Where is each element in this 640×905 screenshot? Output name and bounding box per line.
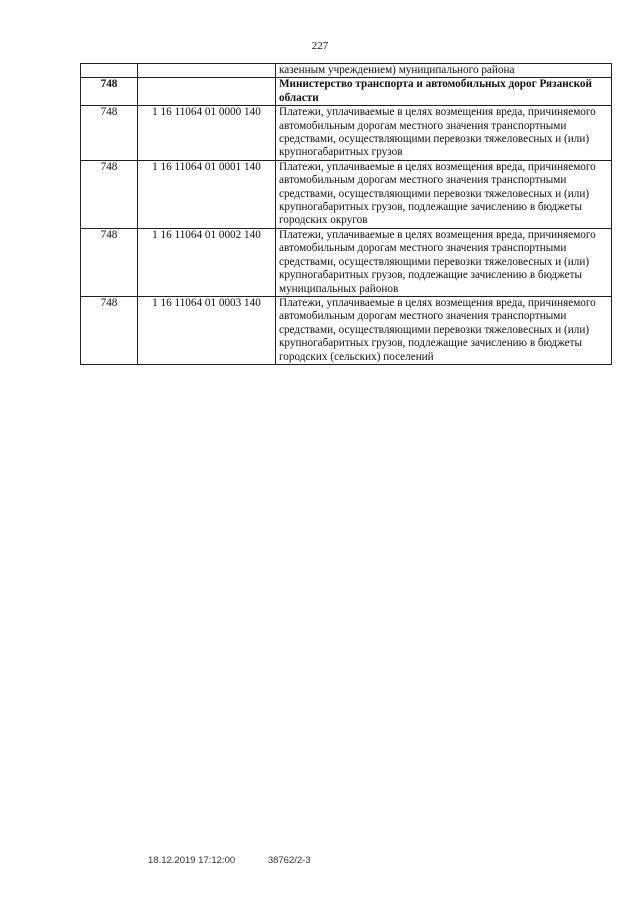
cell-kbk-code: 1 16 11064 01 0000 140 bbox=[138, 106, 276, 161]
cell-description: Министерство транспорта и автомобильных дорог Рязанской области bbox=[276, 78, 612, 106]
table-row bbox=[81, 64, 612, 78]
cell-kbk-code: 1 16 11064 01 0003 140 bbox=[138, 296, 276, 364]
cell-kbk-code: 1 16 11064 01 0002 140 bbox=[138, 228, 276, 296]
cell-kbk-code bbox=[138, 78, 276, 106]
cell-admin-code: 748 bbox=[81, 296, 138, 364]
table-body bbox=[81, 64, 612, 365]
budget-code-table bbox=[80, 63, 612, 365]
cell-description: Платежи, уплачиваемые в целях возмещения вреда, причиняемого автомобильным дорогам местного значения транспортными средствами, осуществляющими перевозки тяжеловесных и (или) крупногабаритных грузов, подлежащие зачислению в бюджеты городских (сельских) поселений bbox=[276, 296, 612, 364]
cell-admin-code: 748 bbox=[81, 106, 138, 161]
cell-kbk-code bbox=[138, 64, 276, 78]
table-row bbox=[81, 228, 612, 296]
table-row bbox=[81, 106, 612, 161]
table-row bbox=[81, 296, 612, 364]
cell-description: казенным учреждением) муниципального района bbox=[276, 64, 612, 78]
cell-admin-code bbox=[81, 64, 138, 78]
table-row bbox=[81, 160, 612, 228]
cell-admin-code: 748 bbox=[81, 160, 138, 228]
cell-kbk-code: 1 16 11064 01 0001 140 bbox=[138, 160, 276, 228]
footer-datetime: 18.12.2019 17:12:00 bbox=[148, 855, 236, 866]
cell-admin-code: 748 bbox=[81, 228, 138, 296]
cell-admin-code: 748 bbox=[81, 78, 138, 106]
page-number: 227 bbox=[311, 40, 329, 52]
footer bbox=[148, 855, 341, 866]
cell-description: Платежи, уплачиваемые в целях возмещения вреда, причиняемого автомобильным дорогам местного значения транспортными средствами, осуществляющими перевозки тяжеловесных и (или) крупногабаритных грузов, подлежащие зачислению в бюджеты городских округов bbox=[276, 160, 612, 228]
footer-doc-id: 38762/2-3 bbox=[267, 855, 311, 866]
cell-description: Платежи, уплачиваемые в целях возмещения вреда, причиняемого автомобильным дорогам местного значения транспортными средствами, осуществляющими перевозки тяжеловесных и (или) крупногабаритных грузов, подлежащие зачислению в бюджеты муниципальных районов bbox=[276, 228, 612, 296]
table-row bbox=[81, 78, 612, 106]
cell-description: Платежи, уплачиваемые в целях возмещения вреда, причиняемого автомобильным дорогам местного значения транспортными средствами, осуществляющими перевозки тяжеловесных и (или) крупногабаритных грузов bbox=[276, 106, 612, 161]
